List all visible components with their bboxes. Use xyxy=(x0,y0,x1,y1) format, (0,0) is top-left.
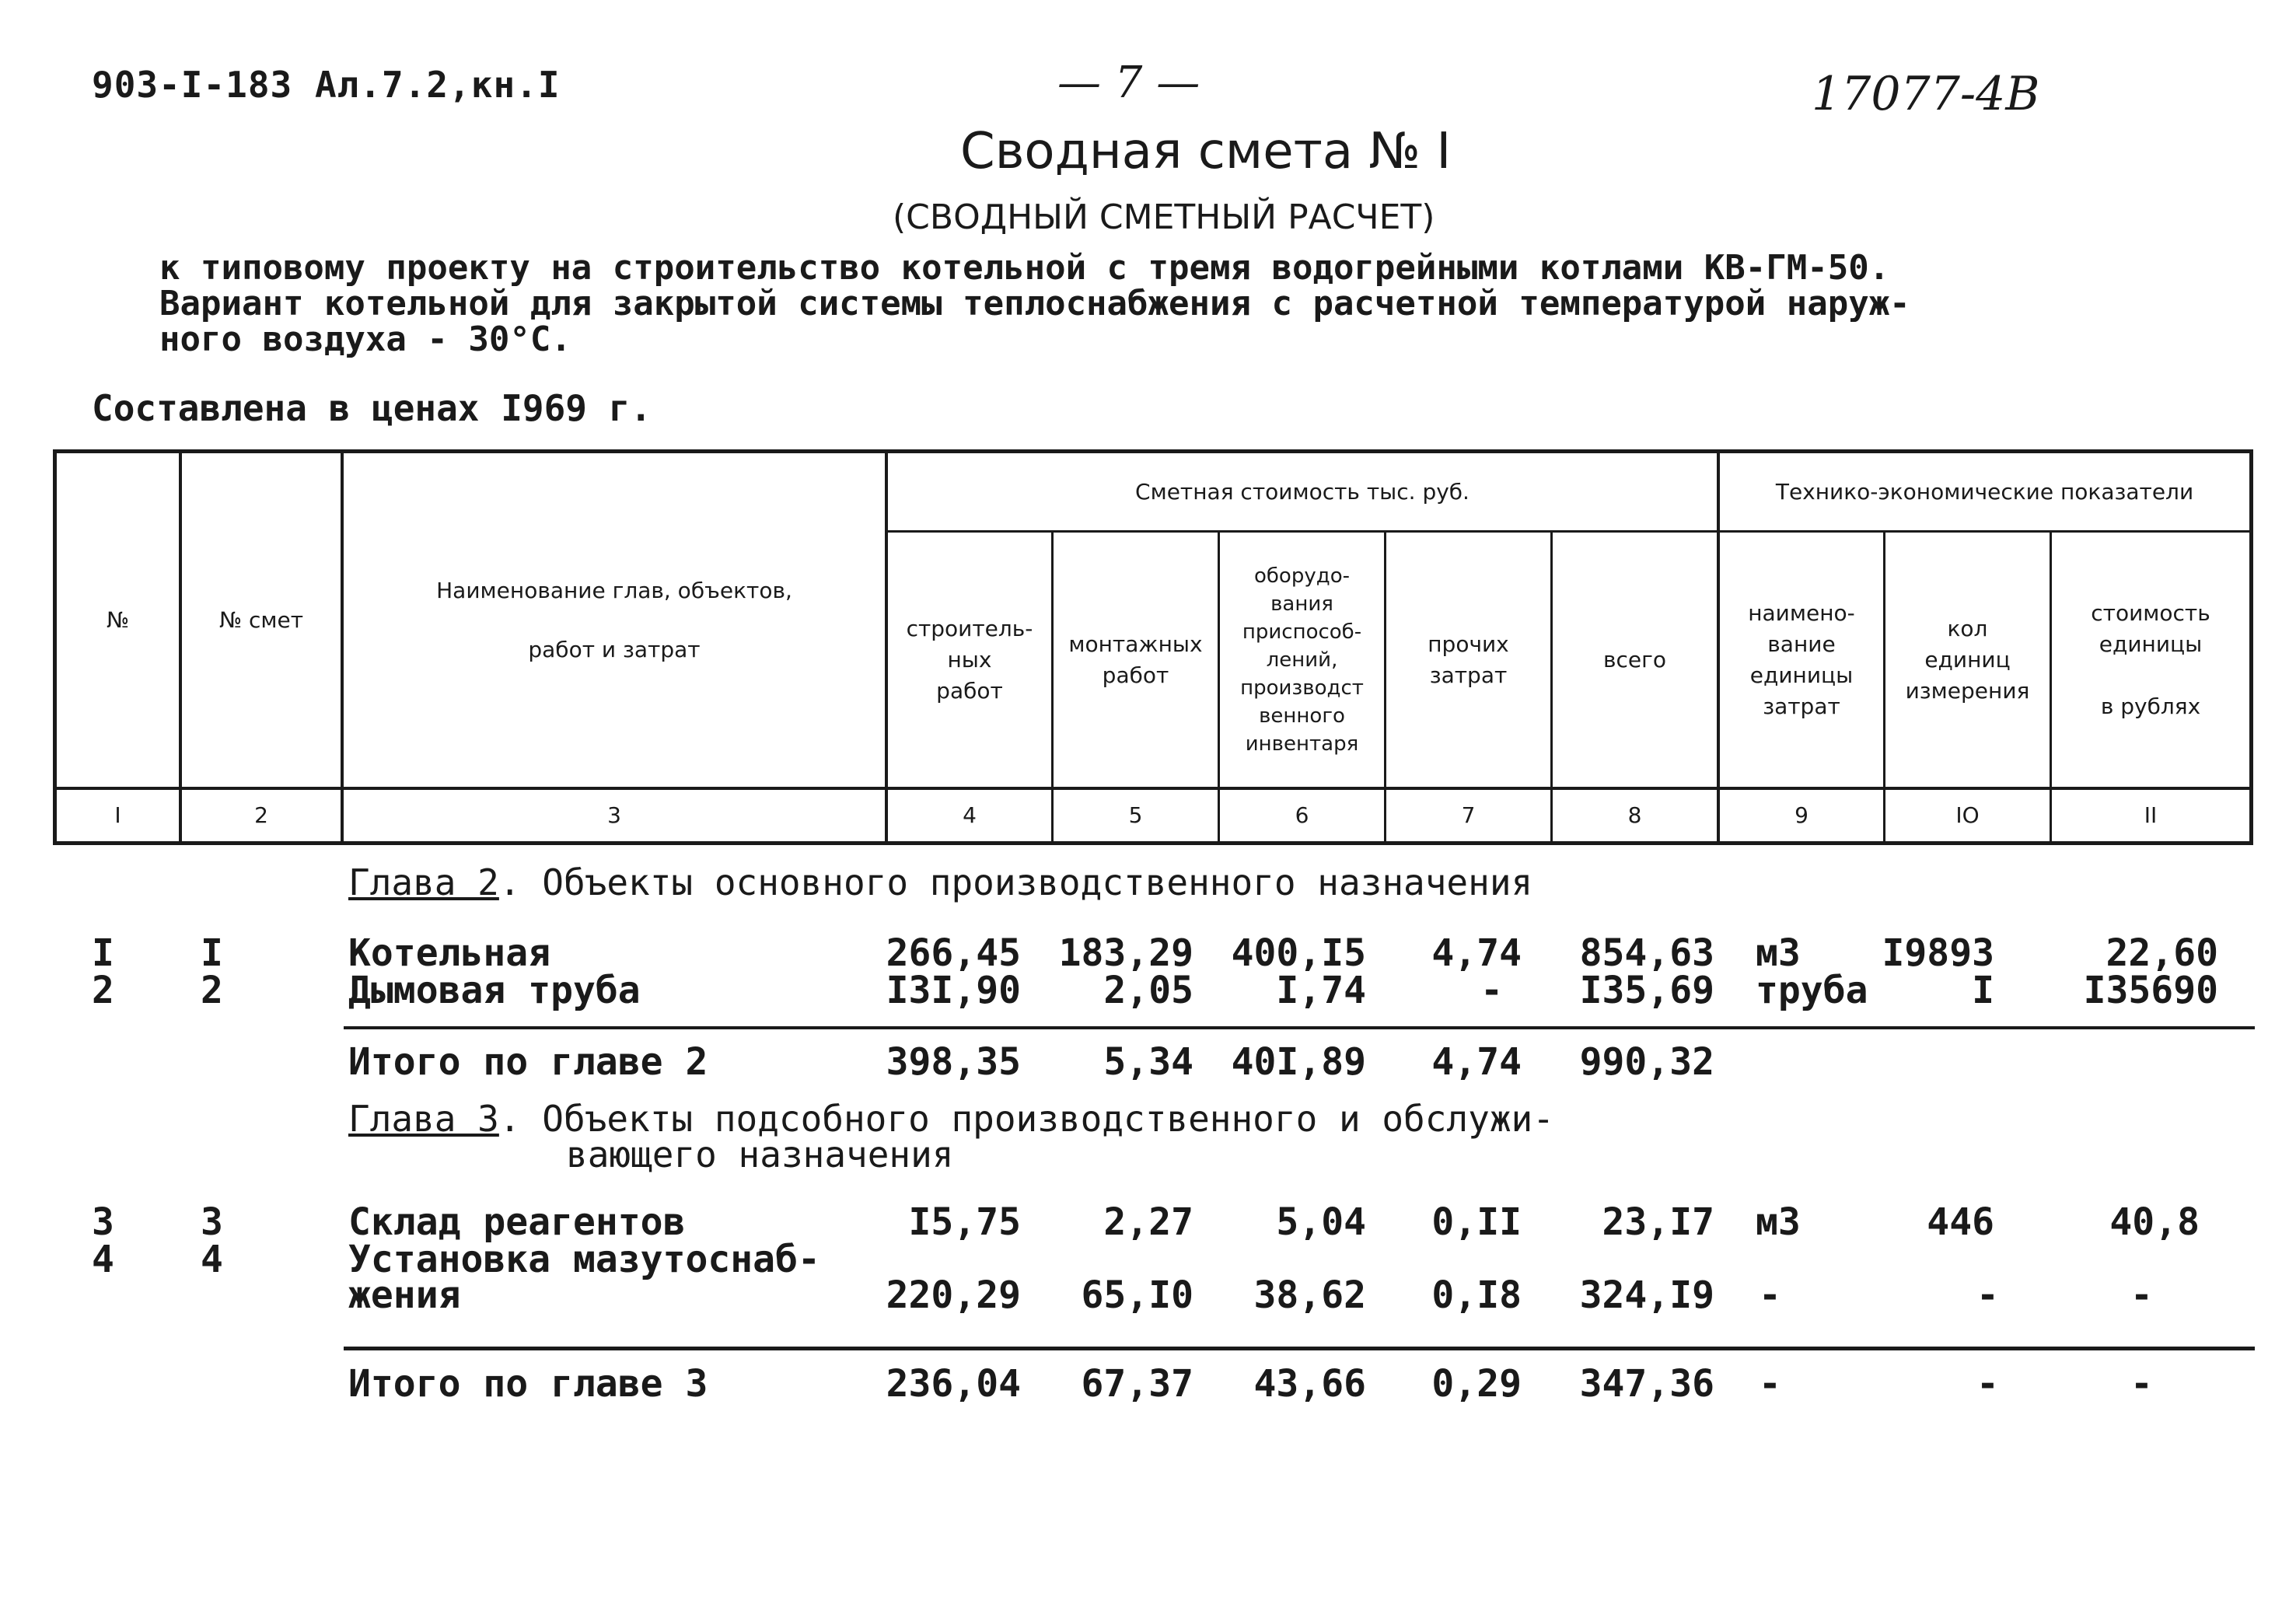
row-smet-no: 2 xyxy=(201,969,223,1012)
row-construction: I5,75 xyxy=(908,1200,1021,1244)
column-number: 5 xyxy=(1128,802,1143,828)
header-unit-name: наимено- вание единицы затрат xyxy=(1748,599,1855,719)
row-unit: - xyxy=(1759,1273,1781,1317)
column-number: I xyxy=(114,802,121,828)
row-equipment: 38,62 xyxy=(1253,1273,1366,1317)
header-construction-works: строитель- ных работ xyxy=(906,615,1033,704)
total-installation: 67,37 xyxy=(1081,1362,1193,1406)
column-number: 8 xyxy=(1627,802,1642,828)
column-number: 6 xyxy=(1295,802,1309,828)
document-code: 903-I-183 Ал.7.2,кн.I xyxy=(92,64,561,106)
column-number: 7 xyxy=(1461,802,1476,828)
row-no: 2 xyxy=(92,969,114,1012)
row-other: 4,74 xyxy=(1431,931,1522,975)
total-other: 0,29 xyxy=(1431,1362,1522,1406)
header-name-line-2: работ и затрат xyxy=(528,636,701,662)
intro-line-3: ного воздуха - 30°С. xyxy=(159,320,571,359)
header-unit-cost: стоимость единицы в рублях xyxy=(2091,599,2210,719)
header-name xyxy=(344,453,885,787)
row-total: 324,I9 xyxy=(1579,1273,1714,1317)
header-name-line-1: Наименование глав, объектов, xyxy=(436,577,792,603)
column-number: II xyxy=(2144,802,2158,828)
row-name: Дымовая труба xyxy=(348,969,641,1012)
divider xyxy=(344,1347,2255,1350)
row-name: Склад реагентов xyxy=(348,1200,686,1244)
column-number: IO xyxy=(1955,802,1980,828)
column-number: 3 xyxy=(607,802,621,828)
header-other-costs: прочих затрат xyxy=(1428,631,1509,688)
row-unit-cost: 40,8 xyxy=(2109,1200,2200,1244)
total-equipment: 43,66 xyxy=(1253,1362,1366,1406)
row-other: - xyxy=(1480,969,1503,1012)
chapter-2-title-text: . Объекты основного производственного назначения xyxy=(498,861,1533,903)
header-unit-quantity: кол единиц измерения xyxy=(1905,615,2030,704)
total-construction: 398,35 xyxy=(886,1040,1021,1084)
row-total: I35,69 xyxy=(1579,969,1714,1012)
row-unit-cost: I35690 xyxy=(2083,969,2218,1012)
row-smet-no: 3 xyxy=(201,1200,223,1244)
row-construction: I3I,90 xyxy=(886,969,1021,1012)
row-equipment: I,74 xyxy=(1276,969,1366,1012)
document-subtitle: (СВОДНЫЙ СМЕТНЫЙ РАСЧЕТ) xyxy=(893,197,1435,237)
total-other: 4,74 xyxy=(1431,1040,1522,1084)
chapter-3-title-line-2: вающего назначения xyxy=(566,1134,954,1176)
column-number: 2 xyxy=(254,802,268,828)
registry-number: 17077-4В xyxy=(1812,67,2040,121)
header-no: № xyxy=(106,606,130,633)
document-title: Сводная смета № I xyxy=(960,123,1452,180)
total-installation: 5,34 xyxy=(1103,1040,1193,1084)
page-number: — 7 — xyxy=(1057,58,1200,108)
row-unit: труба xyxy=(1756,969,1868,1012)
row-quantity: I xyxy=(1972,969,1994,1012)
total-sum: 347,36 xyxy=(1579,1362,1714,1406)
row-unit-cost: - xyxy=(2130,1273,2153,1317)
row-total: 854,63 xyxy=(1579,931,1714,975)
row-installation: 2,05 xyxy=(1103,969,1193,1012)
row-unit-cost: 22,60 xyxy=(2106,931,2218,975)
chapter-2-label: Глава 2 xyxy=(348,861,499,903)
row-installation: 65,I0 xyxy=(1081,1273,1193,1317)
row-no: I xyxy=(92,931,114,975)
total-sum: 990,32 xyxy=(1579,1040,1714,1084)
row-total: 23,I7 xyxy=(1602,1200,1714,1244)
total-equipment: 40I,89 xyxy=(1231,1040,1366,1084)
row-quantity: 446 xyxy=(1927,1200,1994,1244)
intro-line-1: к типовому проекту на строительство котельной с тремя водогрейными котлами КВ-ГМ-50. xyxy=(159,248,1890,288)
total-construction: 236,04 xyxy=(886,1362,1021,1406)
chapter-3-label: Глава 3 xyxy=(348,1098,499,1140)
intro-line-2: Вариант котельной для закрытой системы теплоснабжения с расчетной температурой наруж- xyxy=(159,284,1910,323)
row-quantity: I9893 xyxy=(1882,931,1994,975)
total-label: Итого по главе 2 xyxy=(348,1040,708,1084)
row-name-line-2: жения xyxy=(348,1273,461,1317)
header-total: всего xyxy=(1603,646,1666,672)
header-equipment: оборудо- вания приспособ- лений, производст венного инвентаря xyxy=(1240,564,1364,756)
total-unit: - xyxy=(1759,1362,1781,1406)
total-unit-cost: - xyxy=(2130,1362,2153,1406)
total-quantity: - xyxy=(1976,1362,1999,1406)
row-name: Котельная xyxy=(348,931,551,975)
column-number: 4 xyxy=(963,802,977,828)
row-construction: 220,29 xyxy=(886,1273,1021,1317)
header-smet-no: № смет xyxy=(218,606,304,633)
row-no: 4 xyxy=(92,1238,114,1281)
row-installation: 183,29 xyxy=(1058,931,1193,975)
row-other: 0,II xyxy=(1431,1200,1522,1244)
row-smet-no: I xyxy=(201,931,223,975)
header-group-tech: Технико-экономические показатели xyxy=(1775,478,2194,505)
row-name: Установка мазутоснаб- xyxy=(348,1238,820,1281)
header-installation-works: монтажных работ xyxy=(1068,631,1203,688)
row-no: 3 xyxy=(92,1200,114,1244)
row-other: 0,I8 xyxy=(1431,1273,1522,1317)
row-smet-no: 4 xyxy=(201,1238,223,1281)
row-installation: 2,27 xyxy=(1103,1200,1193,1244)
total-label: Итого по главе 3 xyxy=(348,1362,708,1406)
chapter-2-title xyxy=(348,861,1532,903)
header-group-cost: Сметная стоимость тыс. руб. xyxy=(1135,478,1470,505)
prices-note: Составлена в ценах I969 г. xyxy=(92,387,652,429)
row-equipment: 400,I5 xyxy=(1231,931,1366,975)
row-unit: м3 xyxy=(1756,1200,1801,1244)
row-quantity: - xyxy=(1976,1273,1999,1317)
column-number: 9 xyxy=(1795,802,1808,828)
row-unit: м3 xyxy=(1756,931,1801,975)
row-equipment: 5,04 xyxy=(1276,1200,1366,1244)
chapter-3-title-text: . Объекты подсобного производственного и обслужи- xyxy=(498,1098,1554,1140)
row-construction: 266,45 xyxy=(886,931,1021,975)
divider xyxy=(344,1026,2255,1029)
